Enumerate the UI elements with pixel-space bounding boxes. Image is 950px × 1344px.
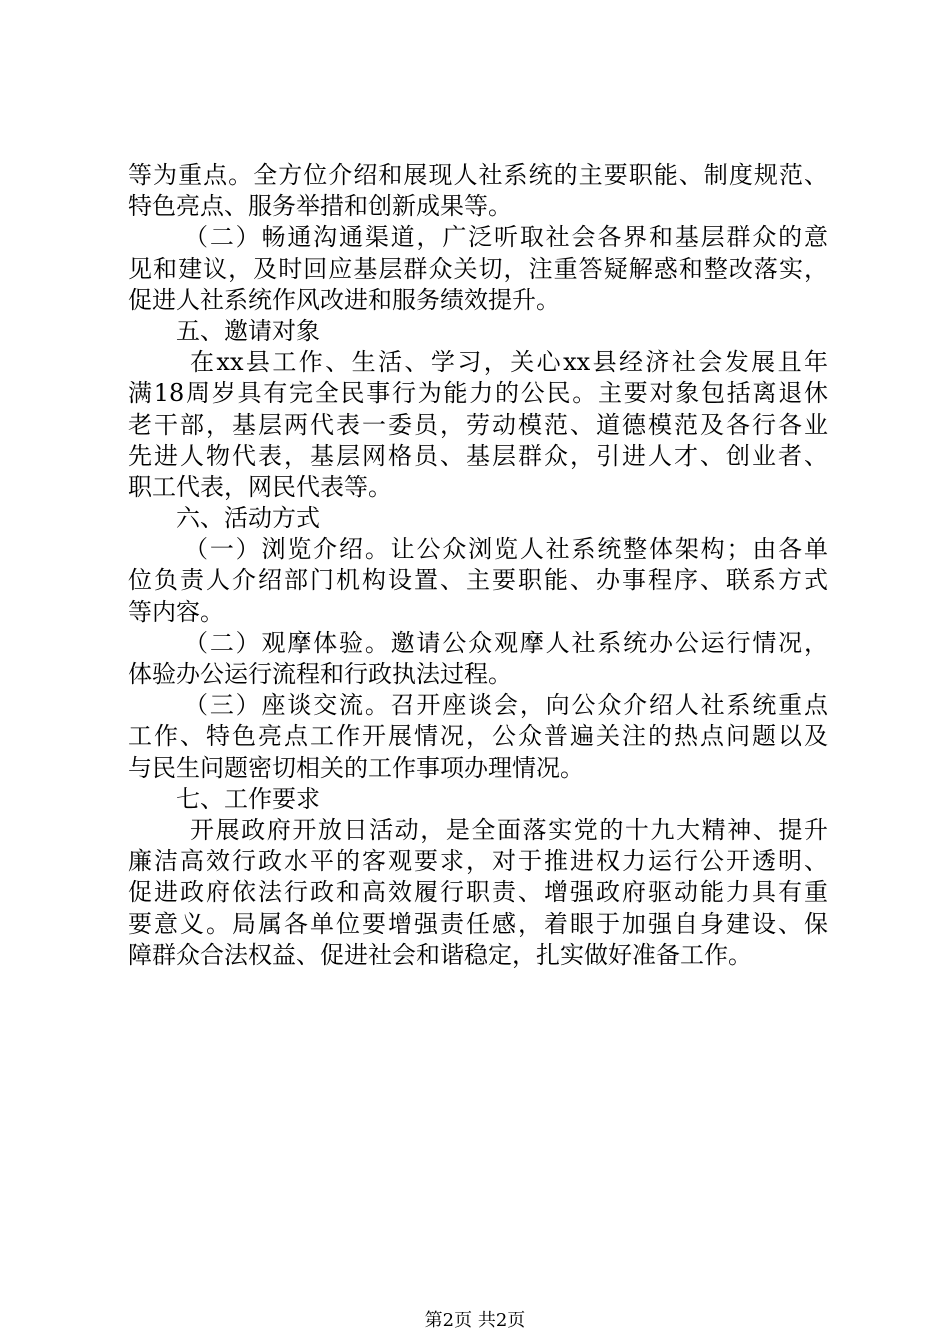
text-line: 老干部，基层两代表一委员，劳动模范、道德模范及各行各业 <box>128 410 828 439</box>
text-line: 位负责人介绍部门机构设置、主要职能、办事程序、联系方式 <box>128 566 828 595</box>
section-heading: 六、活动方式 <box>176 504 320 533</box>
text-line: （二）观摩体验。邀请公众观摩人社系统办公运行情况， <box>184 628 828 657</box>
text-line: 与民生问题密切相关的工作事项办理情况。 <box>128 753 584 782</box>
text-line: 廉洁高效行政水平的客观要求，对于推进权力运行公开透明、 <box>128 847 828 876</box>
text-line: 等为重点。全方位介绍和展现人社系统的主要职能、制度规范、 <box>128 161 828 189</box>
text-line: 障群众合法权益、促进社会和谐稳定，扎实做好准备工作。 <box>128 940 752 969</box>
text-line: 等内容。 <box>128 597 224 626</box>
section-heading: 七、工作要求 <box>176 784 320 813</box>
text-line: 在xx县工作、生活、学习，关心xx县经济社会发展且年 <box>190 348 828 377</box>
text-line: 促进人社系统作风改进和服务绩效提升。 <box>128 285 560 314</box>
text-line: 工作、特色亮点工作开展情况，公众普遍关注的热点问题以及 <box>128 722 828 751</box>
text-line: （二）畅通沟通渠道，广泛听取社会各界和基层群众的意 <box>184 223 828 252</box>
text-line: 职工代表，网民代表等。 <box>128 472 392 501</box>
document-body <box>128 160 828 971</box>
text-line: 特色亮点、服务举措和创新成果等。 <box>128 192 512 221</box>
section-heading: 五、邀请对象 <box>176 316 320 345</box>
text-line: （一）浏览介绍。让公众浏览人社系统整体架构；由各单 <box>184 535 828 564</box>
text-line: 先进人物代表，基层网格员、基层群众，引进人才、创业者、 <box>128 441 828 470</box>
page-number-footer: 第2页 共2页 <box>424 1310 526 1331</box>
text-line: 满18周岁具有完全民事行为能力的公民。主要对象包括离退休 <box>128 379 828 408</box>
text-line: 见和建议，及时回应基层群众关切，注重答疑解惑和整改落实， <box>128 254 828 283</box>
text-line: （三）座谈交流。召开座谈会，向公众介绍人社系统重点 <box>184 691 828 720</box>
text-line: 体验办公运行流程和行政执法过程。 <box>128 660 512 688</box>
text-line: 促进政府依法行政和高效履行职责、增强政府驱动能力具有重 <box>128 878 828 907</box>
text-line: 开展政府开放日活动，是全面落实党的十九大精神、提升 <box>190 815 828 844</box>
text-line: 要意义。局属各单位要增强责任感，着眼于加强自身建设、保 <box>128 909 828 938</box>
